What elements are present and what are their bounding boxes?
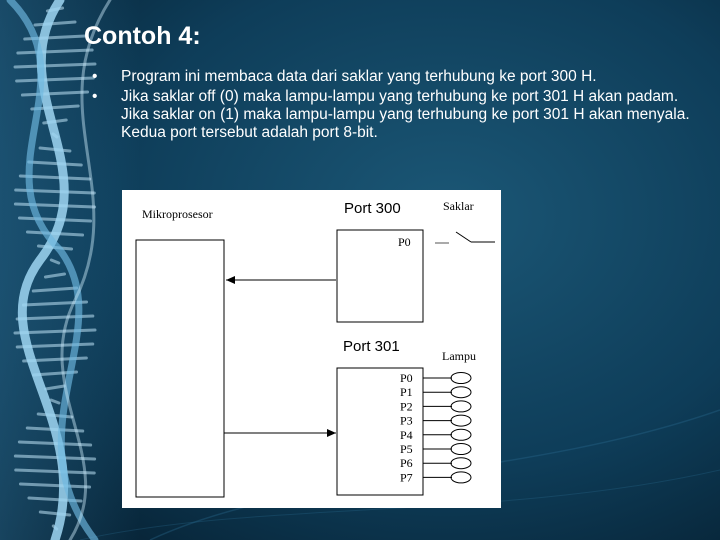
microprocessor-label: Mikroprosesor [142, 207, 213, 221]
lamp-icon [451, 458, 471, 469]
port-301-pin-label: P5 [400, 442, 413, 456]
port-301-pin-label: P1 [400, 385, 413, 400]
port-301-pins [400, 371, 471, 484]
lamp-icon [451, 373, 471, 384]
lamp-icon [451, 401, 471, 412]
lamp-icon [451, 415, 471, 426]
lamp-label: Lampu [442, 349, 476, 363]
bullet-item [92, 68, 702, 86]
bullet-marker: • [92, 88, 98, 105]
port-diagram-svg [122, 190, 501, 508]
bullet-marker: • [92, 68, 98, 85]
lamp-icon [451, 444, 471, 455]
port-301-pin-label: P3 [400, 413, 413, 428]
port-300-pin-label: P0 [398, 235, 411, 249]
bullet-text: Program ini membaca data dari saklar yang terhubung ke port 300 H. [121, 68, 597, 85]
bullet-text: Jika saklar off (0) maka lampu-lampu yang terhubung ke port 301 H akan padam. Jika saklar on (1) maka lampu-lampu yang terhubung ke port 301 H akan menyala. Kedua port tersebut adalah port 8-bit. [121, 88, 690, 141]
switch-label: Saklar [443, 199, 474, 213]
arrowhead-left [226, 276, 235, 284]
bullet-list [92, 68, 702, 144]
port-301-pin-label: P0 [400, 371, 413, 385]
bullet-item [92, 88, 702, 142]
microprocessor-box [136, 240, 224, 497]
slide-title: Contoh 4: [84, 22, 201, 50]
lamp-icon [451, 472, 471, 483]
arrowhead-right [327, 429, 336, 437]
switch-lever [456, 232, 471, 242]
lamp-icon [451, 387, 471, 398]
port-301-pin-label: P2 [400, 399, 413, 414]
port-300-label: Port 300 [344, 200, 401, 217]
lamp-icon [451, 429, 471, 440]
port-diagram [122, 190, 501, 508]
port-301-pin-label: P7 [400, 470, 413, 485]
port-301-label: Port 301 [343, 338, 400, 355]
port-301-pin-label: P4 [400, 427, 413, 442]
port-301-pin-label: P6 [400, 456, 413, 471]
